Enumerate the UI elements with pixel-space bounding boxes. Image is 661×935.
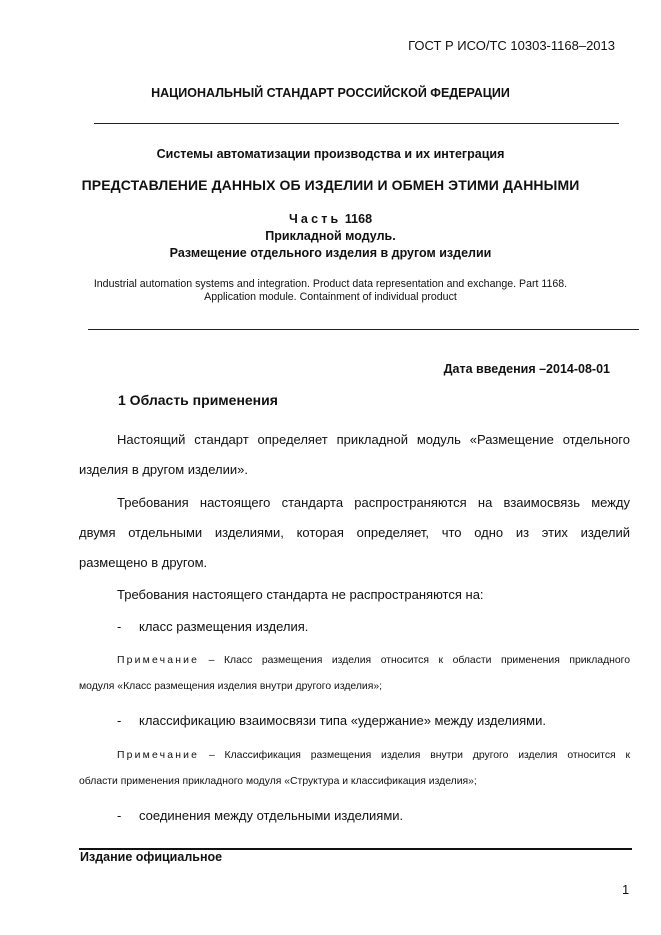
divider-middle (88, 329, 639, 330)
paragraph-2-line-2: двумя отдельными изделиями, которая определяет, что одно из этих изделий (79, 525, 630, 540)
note-2-line-1 (79, 750, 630, 761)
section-heading: 1 Область применения (118, 392, 278, 408)
bullet-item-1: класс размещения изделия. (139, 619, 309, 634)
paragraph-1-line-1: Настоящий стандарт определяет прикладной модуль «Размещение отдельного (117, 432, 630, 447)
english-title-line-1: Industrial automation systems and integration. Product data representation and exchange. Part 1168. (93, 278, 568, 290)
part-word: Часть (288, 212, 342, 226)
english-title (0, 278, 661, 304)
english-title-line-2: Application module. Containment of individual product (204, 291, 457, 303)
bullet-item-3: соединения между отдельными изделиями. (139, 808, 404, 823)
subtitle-2: Размещение отдельного изделия в другом изделии (169, 246, 492, 260)
paragraph-2-line-3: размещено в другом. (79, 555, 208, 570)
document-code: ГОСТ Р ИСО/ТС 10303-1168–2013 (408, 38, 615, 53)
note-2-text: – Классификация размещения изделия внутри другого изделия относится к (199, 750, 630, 761)
paragraph-3: Требования настоящего стандарта не распространяются на: (117, 587, 484, 602)
paragraph-1-line-2: изделия в другом изделии». (79, 462, 249, 477)
series-title: Системы автоматизации производства и их интеграция (156, 147, 505, 161)
official-edition-label: Издание официальное (80, 850, 223, 864)
note-label: Примечание (117, 750, 200, 761)
main-title: ПРЕДСТАВЛЕНИЕ ДАННЫХ ОБ ИЗДЕЛИИ И ОБМЕН ЭТИМИ ДАННЫМИ (81, 177, 580, 193)
subtitle-1: Прикладной модуль. (265, 229, 396, 243)
divider-top (94, 123, 619, 124)
note-2-line-2: области применения прикладного модуля «Структура и классификация изделия»; (79, 776, 477, 787)
note-label: Примечание (117, 655, 200, 666)
note-1-line-2: модуля «Класс размещения изделия внутри другого изделия»; (79, 681, 383, 692)
bullet-item-2: классификацию взаимосвязи типа «удержание» между изделиями. (139, 713, 546, 728)
part-line (0, 212, 661, 226)
paragraph-2-line-1: Требования настоящего стандарта распространяются на взаимосвязь между (117, 495, 630, 510)
bullet-dash-2: - (117, 713, 122, 728)
note-1-text: – Класс размещения изделия относится к области применения прикладного (199, 655, 630, 666)
page-number: 1 (622, 882, 630, 897)
introduction-date: Дата введения –2014-08-01 (443, 362, 610, 376)
bullet-dash-1: - (117, 619, 122, 634)
national-standard-heading: НАЦИОНАЛЬНЫЙ СТАНДАРТ РОССИЙСКОЙ ФЕДЕРАЦИИ (151, 86, 510, 100)
part-number: 1168 (344, 212, 373, 226)
bullet-dash-3: - (117, 808, 122, 823)
note-1-line-1 (79, 655, 630, 666)
